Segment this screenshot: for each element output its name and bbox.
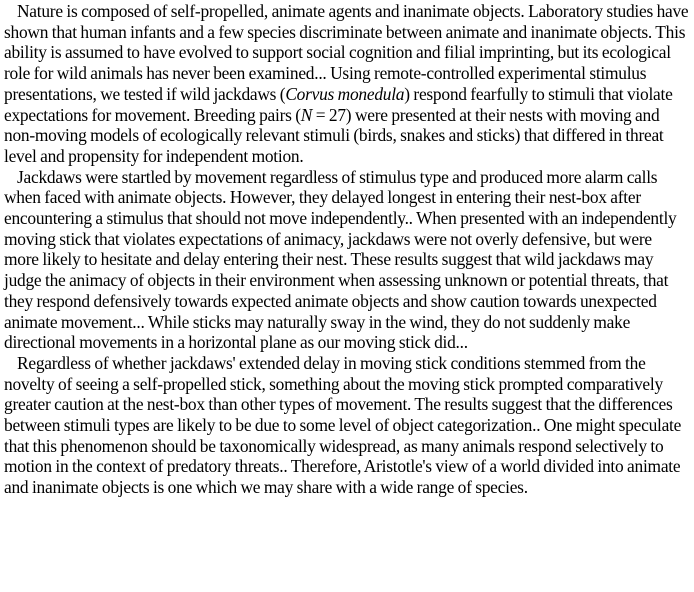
paragraph-1-text-a: Nature is composed of self-propelled, animate agents and inanimate objects. Laboratory studies have shown that human infants and a few species discriminate between animate and inanimate objects. This ability is assumed to have evolved to support social cognition and filial imprinting, but its ecological role for wild animals has never been examined... Using remote-controlled experimental stimulus presentations, we tested if wild jackdaws ( — [4, 1, 689, 104]
species-name: Corvus monedula — [285, 83, 405, 104]
paragraph-1 — [4, 1, 690, 167]
paragraph-1-text-b: ) respond fearfully to stimuli that violate expectations for movement. Breeding pairs ( — [4, 83, 673, 125]
paragraph-2: Jackdaws were startled by movement regardless of stimulus type and produced more alarm calls when faced with animate objects. However, they delayed longest in entering their nest-box after encountering a stimulus that should not move independently.. When presented with an independently moving stick that violates expectations of animacy, jackdaws were not overly defensive, but were more likely to hesitate and delay entering their nest. These results suggest that wild jackdaws may judge the animacy of objects in their environment when assessing unknown or potential threats, that they respond defensively towards expected animate objects and show caution towards unexpected animate movement... While sticks may naturally sway in the wind, they do not suddenly make directional movements in a horizontal plane as our moving stick did... — [4, 166, 677, 353]
paragraph-1-text-c: = 27) were presented at their nests with moving and non-moving models of ecologically relevant stimuli (birds, snakes and sticks) that differed in threat level and propensity for independent motion. — [4, 104, 664, 166]
sample-size-variable: N — [300, 104, 313, 125]
paragraph-3: Regardless of whether jackdaws' extended delay in moving stick conditions stemmed from the novelty of seeing a self-propelled stick, something about the moving stick prompted comparatively greater caution at the nest-box than other types of movement. The results suggest that the differences between stimuli types are likely to be due to some level of object categorization.. One might speculate that this phenomenon should be taxonomically widespread, as many animals respond selectively to motion in the context of predatory threats.. Therefore, Aristotle's view of a world divided into animate and inanimate objects is one which we may share with a wide range of species. — [4, 352, 682, 498]
